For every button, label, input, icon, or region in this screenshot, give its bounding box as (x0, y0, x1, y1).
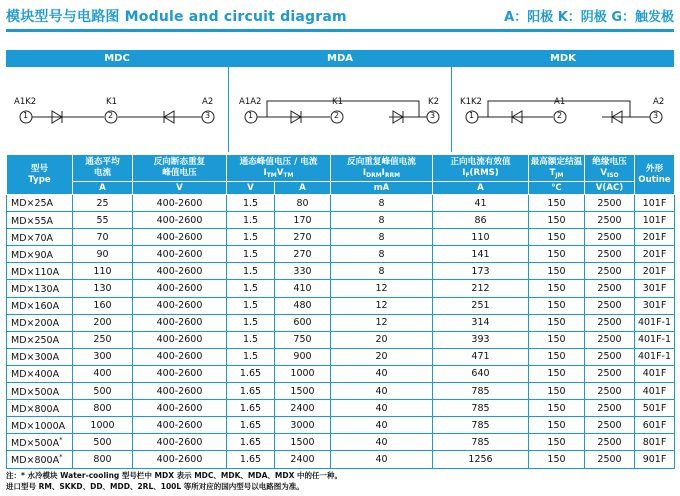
col-peak-sub2: TM (283, 172, 294, 179)
cell-tj: 150 (529, 314, 585, 331)
diagram-mda-body (229, 67, 451, 152)
col-peak-cn: 通态峰值电压 / 电流 (239, 157, 318, 167)
table-row (7, 280, 675, 297)
col-iso-cn: 绝缘电压 (592, 157, 627, 167)
cell-outline: 101F (635, 212, 675, 229)
col-peak-sub1: TM (266, 172, 277, 179)
col-avg (73, 155, 133, 182)
cell-vtm: 1.5 (227, 195, 275, 212)
diagram-mdk (452, 50, 674, 152)
cell-type (7, 263, 73, 280)
cell-outline: 401F-1 (635, 314, 675, 331)
cell-type (7, 417, 73, 434)
col-rms-tail: (RMS) (469, 168, 499, 178)
cell-vrrm: 400-2600 (133, 348, 227, 365)
col-tj-sub: JM (555, 172, 564, 179)
cell-vtm: 1.65 (227, 434, 275, 451)
model-name: MD×800A (11, 403, 60, 415)
table-row (7, 246, 675, 263)
cell-vtm: 1.65 (227, 400, 275, 417)
col-peak-sym2: V (276, 168, 284, 178)
cell-tj: 150 (529, 297, 585, 314)
cell-type (7, 400, 73, 417)
cell-irm: 40 (331, 434, 433, 451)
cell-irm: 40 (331, 383, 433, 400)
cell-irm: 40 (331, 417, 433, 434)
cell-vtm: 1.5 (227, 246, 275, 263)
mdc-t2: 2 (108, 111, 114, 120)
col-avg-cn2: 电流 (93, 168, 112, 178)
footnote-1: 注：* 水冷模块 Water-cooling 型号栏中 MDX 表示 MDC、MDK、MDA、MDX 中的任一种。 (6, 471, 342, 480)
mdc-mid-label: K1 (106, 97, 117, 107)
diagram-mda-title: MDA (229, 50, 451, 67)
cell-type (7, 246, 73, 263)
title-rule (6, 29, 674, 32)
cell-avg: 250 (73, 331, 133, 348)
footnote-2: 进口型号 RM、SKKD、DD、MDD、2RL、100L 等所对应的国内型号以电路图为准。 (6, 482, 304, 491)
mdk-t2: 2 (557, 111, 563, 120)
mda-circuit-svg (229, 67, 451, 152)
cell-itm: 270 (275, 246, 331, 263)
col-tj-cn: 最高额定结温 (530, 157, 583, 167)
title-bar (6, 4, 674, 28)
col-iso-sub: ISO (607, 172, 619, 179)
cell-viso: 2500 (585, 331, 635, 348)
table-row (7, 314, 675, 331)
mdc-t3: 3 (205, 111, 211, 120)
cell-type (7, 451, 73, 468)
diagram-mdk-title: MDK (452, 50, 674, 67)
cell-tj: 150 (529, 229, 585, 246)
cell-vtm: 1.65 (227, 451, 275, 468)
cell-type (7, 383, 73, 400)
col-outline-en: Outine (638, 174, 671, 185)
unit-irm: mA (331, 182, 433, 195)
cell-vtm: 1.5 (227, 331, 275, 348)
mda-t3: 3 (430, 111, 436, 120)
mdc-right-label: A2 (202, 97, 214, 107)
col-rms-sym: I (462, 168, 466, 178)
table-row (7, 383, 675, 400)
cell-avg: 130 (73, 280, 133, 297)
cell-itm: 900 (275, 348, 331, 365)
cell-vtm: 1.65 (227, 417, 275, 434)
cell-vtm: 1.5 (227, 314, 275, 331)
unit-avg: A (73, 182, 133, 195)
cell-ifrms: 393 (433, 331, 529, 348)
cell-tj: 150 (529, 280, 585, 297)
cell-viso: 2500 (585, 383, 635, 400)
cell-vtm: 1.5 (227, 280, 275, 297)
cell-viso: 2500 (585, 195, 635, 212)
col-irm-sym2: I (381, 168, 385, 178)
table-row (7, 348, 675, 365)
cell-outline: 201F (635, 229, 675, 246)
page-title: 模块型号与电路图 Module and circuit diagram (6, 9, 347, 25)
unit-iso: V(AC) (585, 182, 635, 195)
table-row (7, 365, 675, 382)
water-cooled-mark: * (59, 452, 63, 461)
cell-itm: 600 (275, 314, 331, 331)
table-row (7, 400, 675, 417)
cell-ifrms: 785 (433, 417, 529, 434)
cell-itm: 480 (275, 297, 331, 314)
cell-avg: 500 (73, 434, 133, 451)
cell-type (7, 297, 73, 314)
cell-outline: 401F (635, 383, 675, 400)
diagram-mda (229, 50, 451, 152)
mda-t1: 1 (248, 111, 254, 120)
cell-outline: 401F-1 (635, 348, 675, 365)
model-name: MD×130A (11, 284, 60, 296)
model-name: MD×200A (11, 318, 60, 330)
cell-itm: 1500 (275, 383, 331, 400)
footnotes (6, 470, 674, 492)
cell-viso: 2500 (585, 280, 635, 297)
cell-outline: 101F (635, 195, 675, 212)
cell-vrrm: 400-2600 (133, 297, 227, 314)
col-outline (635, 155, 675, 195)
mdk-left-label: K1K2 (460, 97, 482, 107)
cell-tj: 150 (529, 365, 585, 382)
model-name: MD×250A (11, 335, 60, 347)
cell-ifrms: 41 (433, 195, 529, 212)
model-name: MD×70A (11, 232, 54, 244)
cell-itm: 270 (275, 229, 331, 246)
model-name: MD×55A (11, 215, 54, 227)
cell-ifrms: 785 (433, 400, 529, 417)
cell-outline: 501F (635, 400, 675, 417)
cell-ifrms: 314 (433, 314, 529, 331)
cell-ifrms: 1256 (433, 451, 529, 468)
cell-type (7, 365, 73, 382)
col-irm-sym1: I (362, 168, 367, 178)
col-rms-cn: 正向电流有效值 (450, 157, 511, 167)
cell-vrrm: 400-2600 (133, 400, 227, 417)
mdk-t1: 1 (469, 111, 475, 120)
cell-viso: 2500 (585, 314, 635, 331)
cell-viso: 2500 (585, 263, 635, 280)
cell-vrrm: 400-2600 (133, 246, 227, 263)
model-name: MD×800A (11, 455, 60, 467)
col-tj (529, 155, 585, 182)
cell-outline: 401F (635, 365, 675, 382)
col-type-en: Type (28, 174, 51, 185)
cell-viso: 2500 (585, 229, 635, 246)
cell-viso: 2500 (585, 434, 635, 451)
cell-type (7, 229, 73, 246)
cell-viso: 2500 (585, 212, 635, 229)
cell-avg: 500 (73, 383, 133, 400)
cell-ifrms: 640 (433, 365, 529, 382)
cell-irm: 8 (331, 263, 433, 280)
model-name: MD×1000A (11, 420, 66, 432)
mdk-t3: 3 (653, 111, 659, 120)
cell-tj: 150 (529, 195, 585, 212)
diagram-mdc (6, 50, 228, 152)
cell-tj: 150 (529, 246, 585, 263)
mdk-circuit-svg (452, 67, 674, 152)
cell-outline: 601F (635, 417, 675, 434)
spec-table (6, 154, 675, 469)
cell-ifrms: 86 (433, 212, 529, 229)
cell-avg: 800 (73, 400, 133, 417)
cell-viso: 2500 (585, 417, 635, 434)
cell-itm: 170 (275, 212, 331, 229)
cell-avg: 25 (73, 195, 133, 212)
table-row (7, 229, 675, 246)
cell-irm: 12 (331, 280, 433, 297)
cell-vtm: 1.65 (227, 383, 275, 400)
cell-ifrms: 785 (433, 383, 529, 400)
cell-type (7, 348, 73, 365)
model-name: MD×400A (11, 369, 60, 381)
cell-itm: 750 (275, 331, 331, 348)
cell-itm: 410 (275, 280, 331, 297)
cell-vrrm: 400-2600 (133, 434, 227, 451)
unit-tj: ℃ (529, 182, 585, 195)
cell-vrrm: 400-2600 (133, 331, 227, 348)
cell-vrrm: 400-2600 (133, 195, 227, 212)
cell-vrrm: 400-2600 (133, 263, 227, 280)
col-irm (331, 155, 433, 182)
cell-viso: 2500 (585, 400, 635, 417)
table-row (7, 212, 675, 229)
mdk-mid-label: A1 (554, 97, 566, 107)
cell-viso: 2500 (585, 246, 635, 263)
unit-vtm: V (227, 182, 275, 195)
cell-itm: 1000 (275, 365, 331, 382)
diagram-mdk-body (452, 67, 674, 152)
cell-irm: 20 (331, 331, 433, 348)
col-irm-sub1: DRM (366, 172, 382, 179)
mdc-left-label: A1K2 (14, 97, 37, 107)
cell-irm: 40 (331, 365, 433, 382)
cell-ifrms: 141 (433, 246, 529, 263)
cell-vtm: 1.5 (227, 212, 275, 229)
model-name: MD×110A (11, 267, 60, 278)
mda-mid-label: K1 (332, 97, 343, 107)
mdc-t1: 1 (23, 111, 29, 120)
col-type-cn: 型号 (30, 163, 49, 174)
col-peak-sym1: I (263, 168, 267, 178)
cell-avg: 200 (73, 314, 133, 331)
cell-outline: 801F (635, 434, 675, 451)
table-row (7, 417, 675, 434)
col-iso (585, 155, 635, 182)
cell-vrrm: 400-2600 (133, 314, 227, 331)
circuit-diagrams (6, 50, 674, 152)
cell-itm: 2400 (275, 400, 331, 417)
cell-vtm: 1.5 (227, 263, 275, 280)
table-row (7, 331, 675, 348)
cell-tj: 150 (529, 331, 585, 348)
water-cooled-mark: * (59, 435, 63, 444)
cell-itm: 2400 (275, 451, 331, 468)
cell-vrrm: 400-2600 (133, 365, 227, 382)
cell-irm: 8 (331, 229, 433, 246)
cell-tj: 150 (529, 212, 585, 229)
cell-avg: 110 (73, 263, 133, 280)
unit-rms: A (433, 182, 529, 195)
cell-outline: 201F (635, 246, 675, 263)
cell-viso: 2500 (585, 451, 635, 468)
mdc-circuit-svg (6, 67, 228, 152)
table-row (7, 434, 675, 451)
cell-irm: 8 (331, 195, 433, 212)
cell-type (7, 212, 73, 229)
col-iso-sym: V (600, 168, 607, 178)
unit-itm: A (275, 182, 331, 195)
cell-avg: 800 (73, 451, 133, 468)
cell-ifrms: 173 (433, 263, 529, 280)
model-name: MD×90A (11, 249, 54, 261)
cell-type (7, 314, 73, 331)
mdk-right-label: A2 (653, 97, 665, 107)
cell-ifrms: 785 (433, 434, 529, 451)
diagram-mdc-body (6, 67, 228, 152)
cell-irm: 20 (331, 348, 433, 365)
cell-vrrm: 400-2600 (133, 451, 227, 468)
cell-tj: 150 (529, 383, 585, 400)
cell-vtm: 1.5 (227, 229, 275, 246)
cell-tj: 150 (529, 417, 585, 434)
cell-ifrms: 471 (433, 348, 529, 365)
spec-table-body (7, 195, 675, 469)
cell-outline: 301F (635, 297, 675, 314)
table-row (7, 451, 675, 468)
cell-type (7, 280, 73, 297)
cell-tj: 150 (529, 451, 585, 468)
model-name: MD×25A (11, 198, 54, 210)
cell-vtm: 1.65 (227, 365, 275, 382)
cell-irm: 12 (331, 297, 433, 314)
col-tj-sym: T (549, 168, 556, 178)
cell-vrrm: 400-2600 (133, 212, 227, 229)
cell-avg: 160 (73, 297, 133, 314)
cell-irm: 40 (331, 451, 433, 468)
cell-ifrms: 251 (433, 297, 529, 314)
cell-vrrm: 400-2600 (133, 280, 227, 297)
cell-itm: 330 (275, 263, 331, 280)
cell-ifrms: 212 (433, 280, 529, 297)
cell-itm: 3000 (275, 417, 331, 434)
cell-vrrm: 400-2600 (133, 383, 227, 400)
model-name: MD×160A (11, 301, 60, 313)
cell-vtm: 1.5 (227, 348, 275, 365)
col-irm-cn: 反向重复峰值电流 (347, 157, 416, 167)
cell-outline: 201F (635, 263, 675, 280)
cell-ifrms: 110 (433, 229, 529, 246)
cell-avg: 1000 (73, 417, 133, 434)
cell-avg: 70 (73, 229, 133, 246)
cell-irm: 40 (331, 400, 433, 417)
model-name: MD×500A (11, 386, 60, 398)
col-rms (433, 155, 529, 182)
col-peak (227, 155, 331, 182)
cell-vrrm: 400-2600 (133, 229, 227, 246)
cell-tj: 150 (529, 348, 585, 365)
col-vrrm (133, 155, 227, 182)
col-outline-cn: 外形 (645, 163, 664, 174)
cell-avg: 90 (73, 246, 133, 263)
model-name: MD×500A (11, 437, 60, 449)
cell-tj: 150 (529, 263, 585, 280)
cell-viso: 2500 (585, 297, 635, 314)
cell-outline: 901F (635, 451, 675, 468)
unit-vrrm: V (133, 182, 227, 195)
cell-tj: 150 (529, 434, 585, 451)
table-row (7, 263, 675, 280)
col-rms-sub: F (465, 172, 470, 179)
diagram-mdc-title: MDC (6, 50, 228, 67)
cell-type (7, 434, 73, 451)
cell-type (7, 195, 73, 212)
col-vrrm-cn1: 反向断态重复 (153, 157, 206, 167)
mda-left-label: A1A2 (239, 97, 262, 107)
cell-vtm: 1.5 (227, 297, 275, 314)
col-type (7, 155, 73, 195)
cell-avg: 55 (73, 212, 133, 229)
cell-tj: 150 (529, 400, 585, 417)
cell-avg: 400 (73, 365, 133, 382)
table-row (7, 195, 675, 212)
cell-itm: 1500 (275, 434, 331, 451)
col-avg-cn1: 通态平均 (85, 157, 120, 167)
terminal-legend: A：阳极 K：阴极 G：触发极 (504, 10, 674, 25)
model-name: MD×300A (11, 352, 60, 364)
col-vrrm-cn2: 峰值电压 (162, 168, 197, 178)
cell-irm: 12 (331, 314, 433, 331)
cell-viso: 2500 (585, 348, 635, 365)
col-irm-sub2: RRM (384, 172, 401, 179)
cell-viso: 2500 (585, 365, 635, 382)
cell-avg: 300 (73, 348, 133, 365)
cell-outline: 301F (635, 280, 675, 297)
cell-irm: 8 (331, 246, 433, 263)
cell-vrrm: 400-2600 (133, 417, 227, 434)
table-row (7, 297, 675, 314)
mda-right-label: K2 (428, 97, 439, 107)
cell-irm: 8 (331, 212, 433, 229)
cell-type (7, 331, 73, 348)
cell-itm: 80 (275, 195, 331, 212)
mda-t2: 2 (334, 111, 340, 120)
cell-outline: 401F-1 (635, 331, 675, 348)
